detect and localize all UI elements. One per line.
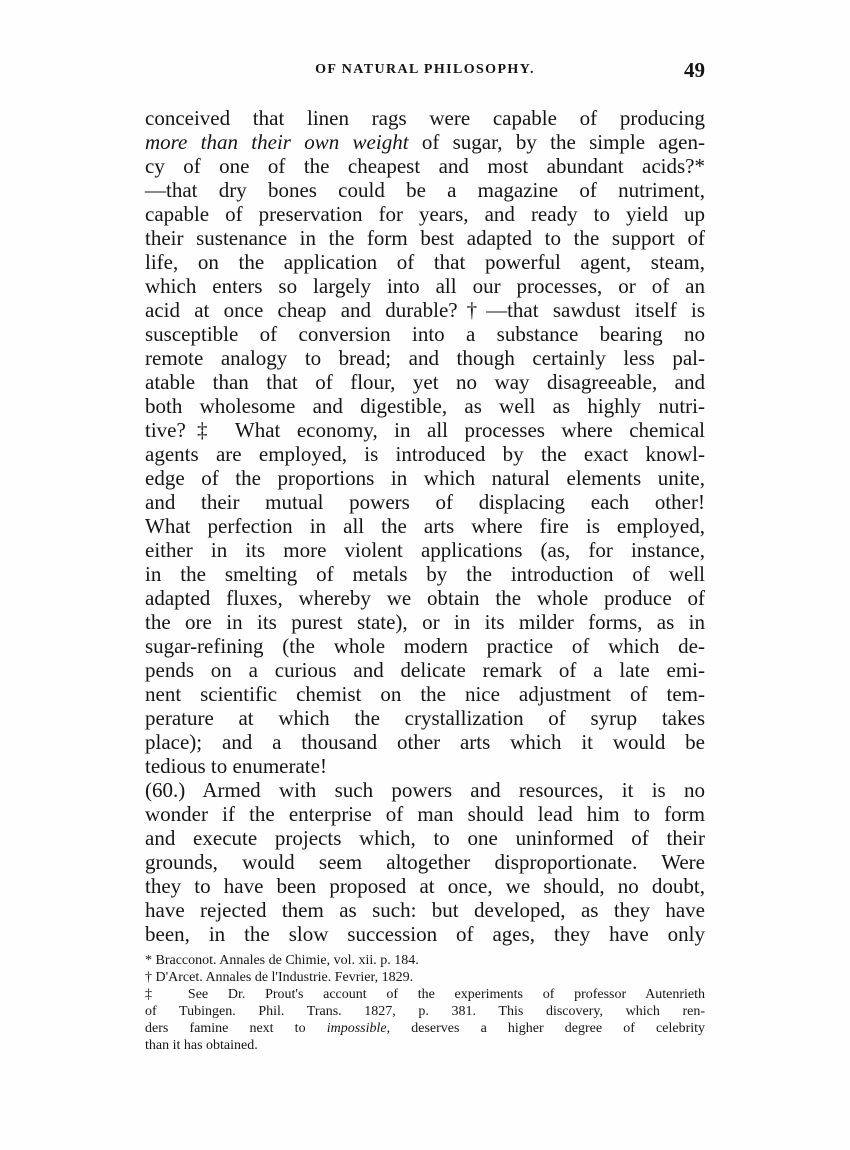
text-line: susceptible of conversion into a substance bearing no: [145, 322, 705, 346]
text-line: and their mutual powers of displacing each other!: [145, 490, 705, 514]
footnotes: [145, 952, 705, 1054]
footnote-prout-continued: of Tubingen. Phil. Trans. 1827, p. 381. This discovery, which ren-: [145, 1004, 705, 1019]
text-line: and execute projects which, to one uninformed of their: [145, 826, 705, 850]
text-line: tive?‡ What economy, in all processes where chemical: [145, 418, 705, 442]
text-line: place); and a thousand other arts which it would be: [145, 730, 705, 754]
text-line: sugar-refining (the whole modern practice of which de-: [145, 634, 705, 658]
text-line: nent scientific chemist on the nice adjustment of tem-: [145, 682, 705, 706]
text-line: What perfection in all the arts where fire is employed,: [145, 514, 705, 538]
text-line: acid at once cheap and durable?†—that sawdust itself is: [145, 298, 705, 322]
text-line: edge of the proportions in which natural elements unite,: [145, 466, 705, 490]
footnote-darcet: † D'Arcet. Annales de l'Industrie. Fevrier, 1829.: [145, 970, 414, 985]
text-line: either in its more violent applications (as, for instance,: [145, 538, 705, 562]
text-line: wonder if the enterprise of man should lead him to form: [145, 802, 705, 826]
running-title: OF NATURAL PHILOSOPHY.: [315, 62, 535, 77]
text-line: the ore in its purest state), or in its milder forms, as in: [145, 610, 705, 634]
text-line: capable of preservation for years, and ready to yield up: [145, 202, 705, 226]
text-line: life, on the application of that powerful agent, steam,: [145, 250, 705, 274]
text-line: have rejected them as such: but developed, as they have: [145, 898, 705, 922]
text-line: conceived that linen rags were capable of producing: [145, 106, 705, 130]
footnote-prout-continued: ders famine next to impossible, deserves a higher degree of celebrity: [145, 1021, 706, 1036]
text-line: perature at which the crystallization of syrup takes: [145, 706, 705, 730]
running-head: [145, 58, 705, 86]
footnote-bracconot: * Bracconot. Annales de Chimie, vol. xii. p. 184.: [145, 953, 419, 968]
body-text: [145, 106, 705, 946]
text-line: their sustenance in the form best adapted to the support of: [145, 226, 705, 250]
text-line: remote analogy to bread; and though certainly less pal-: [145, 346, 705, 370]
text-line: pends on a curious and delicate remark of a late emi-: [145, 658, 705, 682]
footnote-prout-end: than it has obtained.: [145, 1038, 258, 1053]
text-line: which enters so largely into all our processes, or of an: [145, 274, 705, 298]
text-line: grounds, would seem altogether disproportionate. Were: [145, 850, 705, 874]
text-line: —that dry bones could be a magazine of nutriment,: [145, 178, 705, 202]
text-line: been, in the slow succession of ages, they have only: [145, 922, 705, 946]
text-line: more than their own weight of sugar, by the simple agen-: [145, 130, 705, 154]
text-line: agents are employed, is introduced by the exact knowl-: [145, 442, 705, 466]
text-line: both wholesome and digestible, as well as highly nutri-: [145, 394, 705, 418]
text-line: in the smelting of metals by the introduction of well: [145, 562, 705, 586]
text-line: they to have been proposed at once, we should, no doubt,: [145, 874, 705, 898]
paragraph-start-line: (60.) Armed with such powers and resources, it is no: [145, 778, 705, 802]
text-line: atable than that of flour, yet no way disagreeable, and: [145, 370, 705, 394]
footnote-prout: ‡ See Dr. Prout's account of the experiments of professor Autenrieth: [145, 987, 705, 1002]
page-number: 49: [684, 58, 705, 82]
text-line: adapted fluxes, whereby we obtain the whole produce of: [145, 586, 705, 610]
text-line: tedious to enumerate!: [145, 754, 327, 778]
text-line: cy of one of the cheapest and most abundant acids?*: [145, 154, 705, 178]
